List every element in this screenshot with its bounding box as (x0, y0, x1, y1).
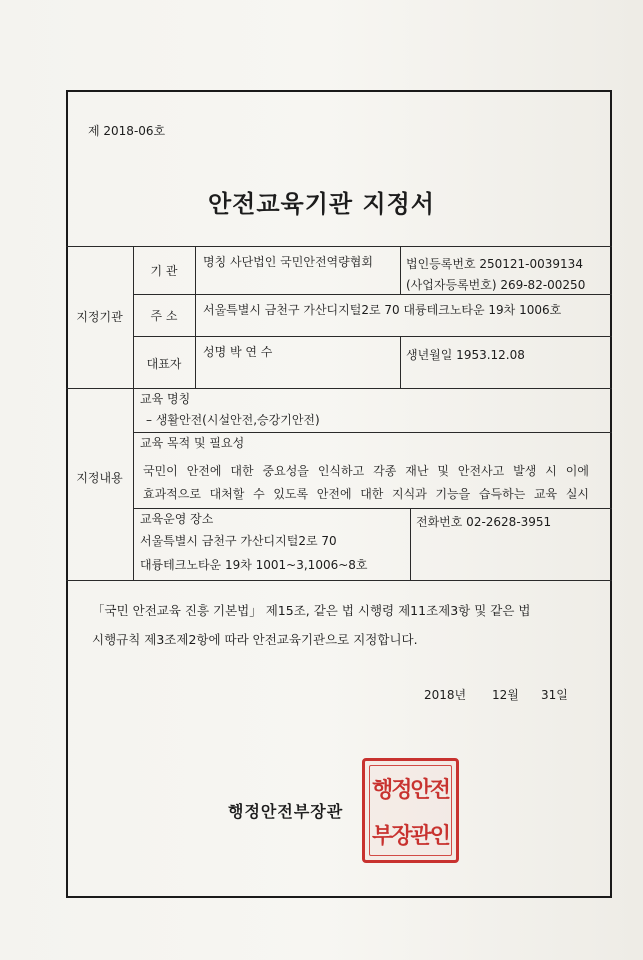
row-divider (133, 432, 612, 433)
seal-inner-border (369, 765, 452, 856)
education-name: – 생활안전(시설안전,승강기안전) (146, 413, 320, 427)
official-seal-stamp (362, 758, 459, 863)
page-title: 안전교육기관 지정서 (207, 190, 435, 218)
seal-text-row-1: 행정안전 (371, 778, 449, 803)
corp-registration-number: 법인등록번호 250121-0039134 (406, 257, 583, 271)
date-year: 2018년 (424, 688, 467, 702)
row-divider (133, 336, 612, 337)
issuer-name: 행정안전부장관 (228, 802, 344, 821)
document-number: 제 2018-06호 (88, 124, 166, 138)
column-divider (195, 246, 196, 388)
address-label: 주 소 (150, 309, 178, 323)
phone-number: 전화번호 02-2628-3951 (416, 515, 552, 529)
row-divider (133, 294, 612, 295)
birth-date: 생년월일 1953.12.08 (406, 348, 525, 362)
purpose-line-2: 효과적으로 대처할 수 있도록 안전에 대한 지식과 기능을 습득하는 교육 실시 (143, 487, 589, 501)
section-label-content: 지정내용 (76, 471, 123, 485)
purpose-label: 교육 목적 및 필요성 (140, 436, 245, 450)
business-registration-number: (사업자등록번호) 269-82-00250 (406, 278, 586, 292)
purpose-line-1: 국민이 안전에 대한 중요성을 인식하고 각종 재난 및 안전사고 발생 시 이에 (143, 464, 589, 478)
seal-text-row-2: 부장관인 (371, 824, 449, 849)
body-text-line-1: 「국민 안전교육 진흥 기본법」 제15조, 같은 법 시행령 제11조제3항 및 같은 법 (92, 603, 531, 618)
column-divider (133, 246, 134, 580)
venue-label: 교육운영 장소 (140, 512, 214, 526)
representative-name: 성명 박 연 수 (203, 345, 273, 359)
row-divider (133, 508, 612, 509)
date-month: 12월 (492, 688, 519, 702)
table-top-border (66, 246, 612, 247)
address-value: 서울특별시 금천구 가산디지털2로 70 대륭테크노타운 19차 1006호 (203, 303, 562, 317)
section-divider (66, 388, 612, 389)
institution-name: 명칭 사단법인 국민안전역량협회 (203, 255, 373, 269)
column-divider (400, 246, 401, 294)
venue-line-1: 서울특별시 금천구 가산디지털2로 70 (140, 534, 337, 548)
table-bottom-border (66, 580, 612, 581)
representative-label: 대표자 (146, 357, 182, 371)
education-name-label: 교육 명칭 (140, 392, 191, 406)
column-divider (410, 508, 411, 580)
section-label-institution: 지정기관 (76, 310, 123, 324)
body-text-line-2: 시행규칙 제3조제2항에 따라 안전교육기관으로 지정합니다. (92, 632, 418, 647)
institution-label: 기 관 (150, 264, 178, 278)
venue-line-2: 대륭테크노타운 19차 1001~3,1006~8호 (140, 558, 368, 572)
date-day: 31일 (541, 688, 568, 702)
column-divider (400, 336, 401, 388)
